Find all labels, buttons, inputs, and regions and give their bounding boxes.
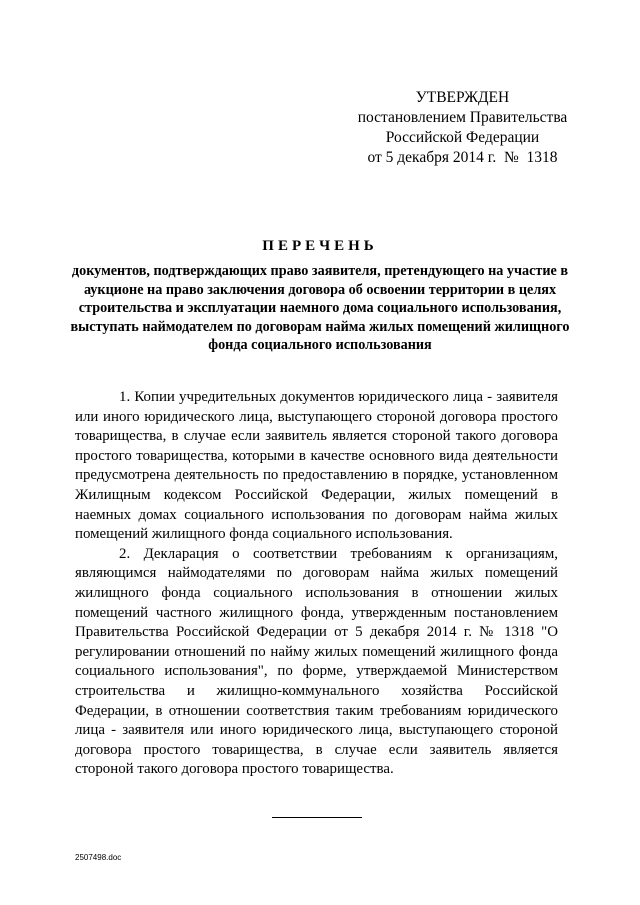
approval-block xyxy=(335,88,590,168)
document-title: ПЕРЕЧЕНЬ xyxy=(262,238,378,254)
approval-heading: УТВЕРЖДЕН xyxy=(415,89,510,106)
document-subtitle: документов, подтверждающих право заявителя, претендующего на участие в аукционе на право заключения договора об освоении территории в целях строительства и эксплуатации наемного дома социального использования, выступать наймодателем по договорам найма жилых помещений жилищного фонда социального использования xyxy=(70,263,570,353)
document-body xyxy=(75,388,558,780)
approval-line-3: от 5 декабря 2014 г. № 1318 xyxy=(367,149,558,166)
divider xyxy=(272,817,362,818)
list-item: 2. Декларация о соответствии требованиям к организациям, являющимся наймодателями по договорам найма жилых помещений жилищного фонда социального использования в отношении жилых помещений частного жилищного фонда, утвержденным постановлением Правительства Российской Федерации от 5 декабря 2014 г. № 1318 "О регулировании отношений по найму жилых помещений жилищного фонда социального использования", по форме, утверждаемой Министерством строительства и жилищно-коммунального хозяйства Российской Федерации, в отношении соответствия таким требованиям юридического лица - заявителя или иного юридического лица, выступающего стороной договора простого товарищества, в случае если заявитель является стороной такого договора простого товарищества. xyxy=(75,545,558,778)
file-name: 2507498.doc xyxy=(75,853,122,862)
list-item: 1. Копии учредительных документов юридического лица - заявителя или иного юридического лица, выступающего стороной договора простого товарищества, в случае если заявитель является стороной такого договора простого товарищества, которыми в качестве основного вида деятельности предусмотрена деятельность по предоставлению в порядке, установленном Жилищным кодексом Российской Федерации, жилых помещений в наемных домах социального использования по договорам найма жилых помещений жилищного фонда социального использования. xyxy=(75,389,558,543)
approval-line-1: постановлением Правительства xyxy=(357,109,568,126)
approval-line-2: Российской Федерации xyxy=(385,129,540,146)
